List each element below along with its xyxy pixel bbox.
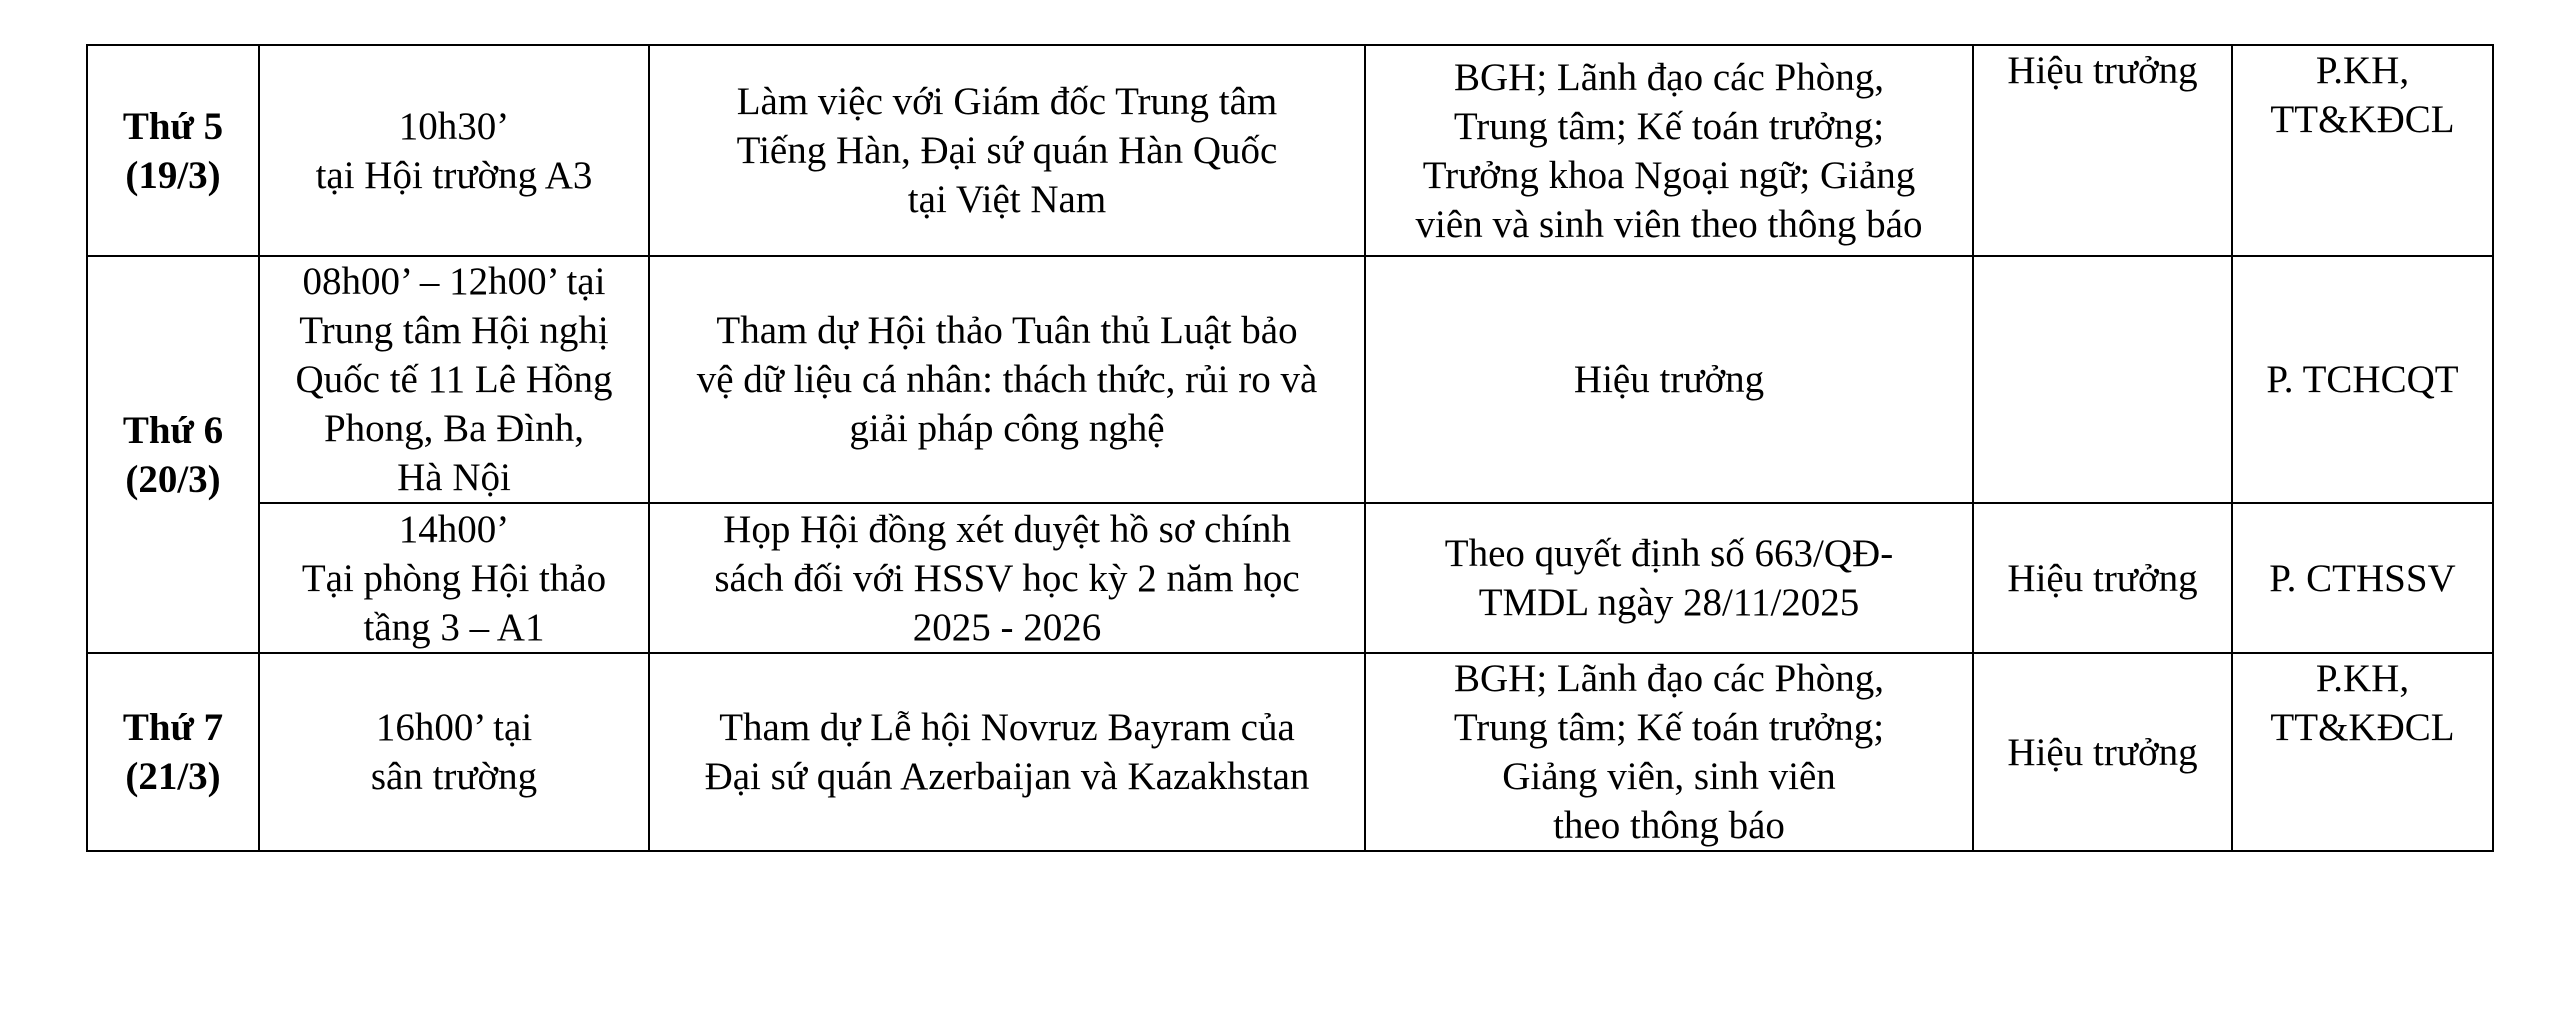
chair-cell — [1973, 256, 2232, 503]
chair-cell: Hiệu trưởng — [1973, 45, 2232, 256]
table-row — [87, 45, 2493, 256]
table-row — [87, 653, 2493, 851]
unit-cell: P.KH, TT&KĐCL — [2232, 653, 2493, 851]
participants-cell: Theo quyết định số 663/QĐ- TMDL ngày 28/11/2025 — [1365, 503, 1973, 653]
day-cell: Thứ 6 (20/3) — [87, 256, 259, 653]
chair-cell: Hiệu trưởng — [1973, 653, 2232, 851]
unit-cell: P.KH, TT&KĐCL — [2232, 45, 2493, 256]
day-cell: Thứ 7 (21/3) — [87, 653, 259, 851]
participants-cell: BGH; Lãnh đạo các Phòng, Trung tâm; Kế toán trưởng; Trưởng khoa Ngoại ngữ; Giảng viên và sinh viên theo thông báo — [1365, 45, 1973, 256]
unit-cell: P. TCHCQT — [2232, 256, 2493, 503]
content-cell: Tham dự Lễ hội Novruz Bayram của Đại sứ quán Azerbaijan và Kazakhstan — [649, 653, 1365, 851]
time-place-cell: 14h00’ Tại phòng Hội thảo tầng 3 – A1 — [259, 503, 649, 653]
content-cell: Họp Hội đồng xét duyệt hồ sơ chính sách đối với HSSV học kỳ 2 năm học 2025 - 2026 — [649, 503, 1365, 653]
time-place-cell: 10h30’ tại Hội trường A3 — [259, 45, 649, 256]
day-cell: Thứ 5 (19/3) — [87, 45, 259, 256]
table-row — [87, 503, 2493, 653]
content-cell: Tham dự Hội thảo Tuân thủ Luật bảo vệ dữ liệu cá nhân: thách thức, rủi ro và giải pháp công nghệ — [649, 256, 1365, 503]
table-row — [87, 256, 2493, 503]
content-cell: Làm việc với Giám đốc Trung tâm Tiếng Hàn, Đại sứ quán Hàn Quốc tại Việt Nam — [649, 45, 1365, 256]
unit-cell: P. CTHSSV — [2232, 503, 2493, 653]
participants-cell: Hiệu trưởng — [1365, 256, 1973, 503]
schedule-table — [86, 44, 2494, 852]
participants-cell: BGH; Lãnh đạo các Phòng, Trung tâm; Kế toán trưởng; Giảng viên, sinh viên theo thông báo — [1365, 653, 1973, 851]
time-place-cell: 08h00’ – 12h00’ tại Trung tâm Hội nghị Quốc tế 11 Lê Hồng Phong, Ba Đình, Hà Nội — [259, 256, 649, 503]
chair-cell: Hiệu trưởng — [1973, 503, 2232, 653]
time-place-cell: 16h00’ tại sân trường — [259, 653, 649, 851]
